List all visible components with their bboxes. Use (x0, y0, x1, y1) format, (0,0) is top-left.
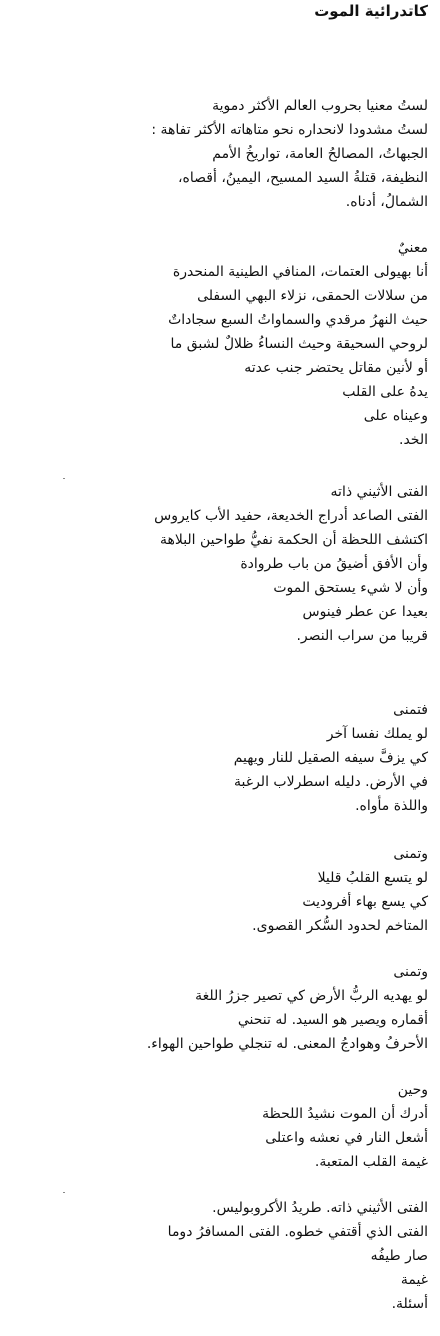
poem-line: الفتى الأثيني ذاته (330, 484, 428, 500)
poem-line: أنا بهيولى العتمات، المنافي الطينية المنحدرة (172, 264, 428, 280)
poem-line: قريبا من سراب النصر. (296, 628, 428, 644)
poem-line: وحين (397, 1082, 428, 1098)
poem-line: الفتى الذي أقتفي خطوه. الفتى المسافرُ دوما (167, 1224, 428, 1240)
stanza-2 (168, 236, 428, 452)
poem-line: الخد. (399, 432, 428, 448)
stray-mark (63, 478, 65, 479)
stanza-7 (262, 1078, 428, 1174)
poem-line: معنيٌ (397, 240, 428, 256)
poem-line: فتمنى (393, 702, 428, 718)
poem-line: لروحي السحيقة وحيث النساءُ ظلالٌ لشبق ما (170, 336, 428, 352)
poem-line: كي يسع بهاء أفروديت (302, 894, 428, 910)
poem-line: وتمنى (393, 964, 428, 980)
poem-line: الفتى الصاعد أدراج الخديعة، حفيد الأب كايروس (154, 508, 428, 524)
poem-line: واللذة مأواه. (355, 798, 428, 814)
poem-line: الأحرفُ وهوادجُ المعنى. له تنجلي طواحين الهواء. (146, 1036, 428, 1052)
poem-line: النظيفة، قتلةُ السيد المسيح، اليمينُ، أقصاه، (178, 170, 428, 186)
poem-line: الفتى الأثيني ذاته. طريدُ الأكروبوليس. (212, 1200, 428, 1216)
poem-line: في الأرض. دليله اسطرلاب الرغبة (234, 774, 428, 790)
poem-line: وأن الأفق أضيقُ من باب طروادة (240, 556, 428, 572)
stanza-1 (151, 94, 428, 214)
poem-line: أو لأنين مقاتل يحتضر جنب عدته (244, 360, 428, 376)
poem-line: غيمة القلب المتعبة. (314, 1154, 428, 1170)
poem-line: لو يتسع القلبُ قليلا (317, 870, 428, 886)
stanza-6 (147, 960, 428, 1056)
poem-line: أقماره ويصير هو السيد. له تنحني (237, 1012, 428, 1028)
poem-line: اكتشف اللحظة أن الحكمة نفيُّ طواحين البلاهة (159, 532, 428, 548)
poem-line: الشمالُ، أدناه. (345, 194, 428, 210)
poem-line: أدرك أن الموت نشيدُ اللحظة (262, 1106, 428, 1122)
poem-line: صار طيفُه (370, 1248, 428, 1264)
stanza-5 (252, 842, 428, 938)
poem-line: المتاخم لحدود السُّكر القصوى. (252, 918, 428, 934)
poem-line: لستُ مشدودا لانحداره نحو متاهاته الأكثر تفاهة : (151, 122, 428, 138)
poem-line: الجبهاتُ، المصالحُ العامة، تواريخُ الأمم (212, 146, 428, 162)
poem-line: لو يهديه الربُّ الأرض كي تصير جزرُ اللغة (195, 988, 428, 1004)
poem-line: وعيناه على (363, 408, 428, 424)
poem-line: غيمة (400, 1272, 428, 1288)
stanza-4 (234, 698, 428, 818)
stray-mark (63, 1192, 65, 1193)
poem-line: لو يملك نفسا آخر (326, 726, 428, 742)
poem-line: لستُ معنيا بحروب العالم الأكثر دموية (212, 98, 428, 114)
stanza-8 (168, 1196, 428, 1316)
poem-line: أشعل النار في نعشه واعتلى (265, 1130, 428, 1146)
poem-line: يدهُ على القلب (342, 384, 428, 400)
poem-line: حيث النهرُ مرقدي والسماواتُ السبع سجاداتٌ (168, 312, 428, 328)
poem-line: أسئلة. (391, 1296, 428, 1312)
poem-line: كي يزفَّ سيفه الصقيل للنار ويهيم (233, 750, 428, 766)
poem-title: كاتدرائية الموت (314, 2, 428, 20)
stanza-3 (154, 480, 428, 648)
poem-line: بعيدا عن عطر فينوس (302, 604, 428, 620)
poem-line: من سلالات الحمقى، نزلاء البهي السفلى (197, 288, 428, 304)
poem-line: وأن لا شيء يستحق الموت (273, 580, 428, 596)
poem-line: وتمنى (393, 846, 428, 862)
